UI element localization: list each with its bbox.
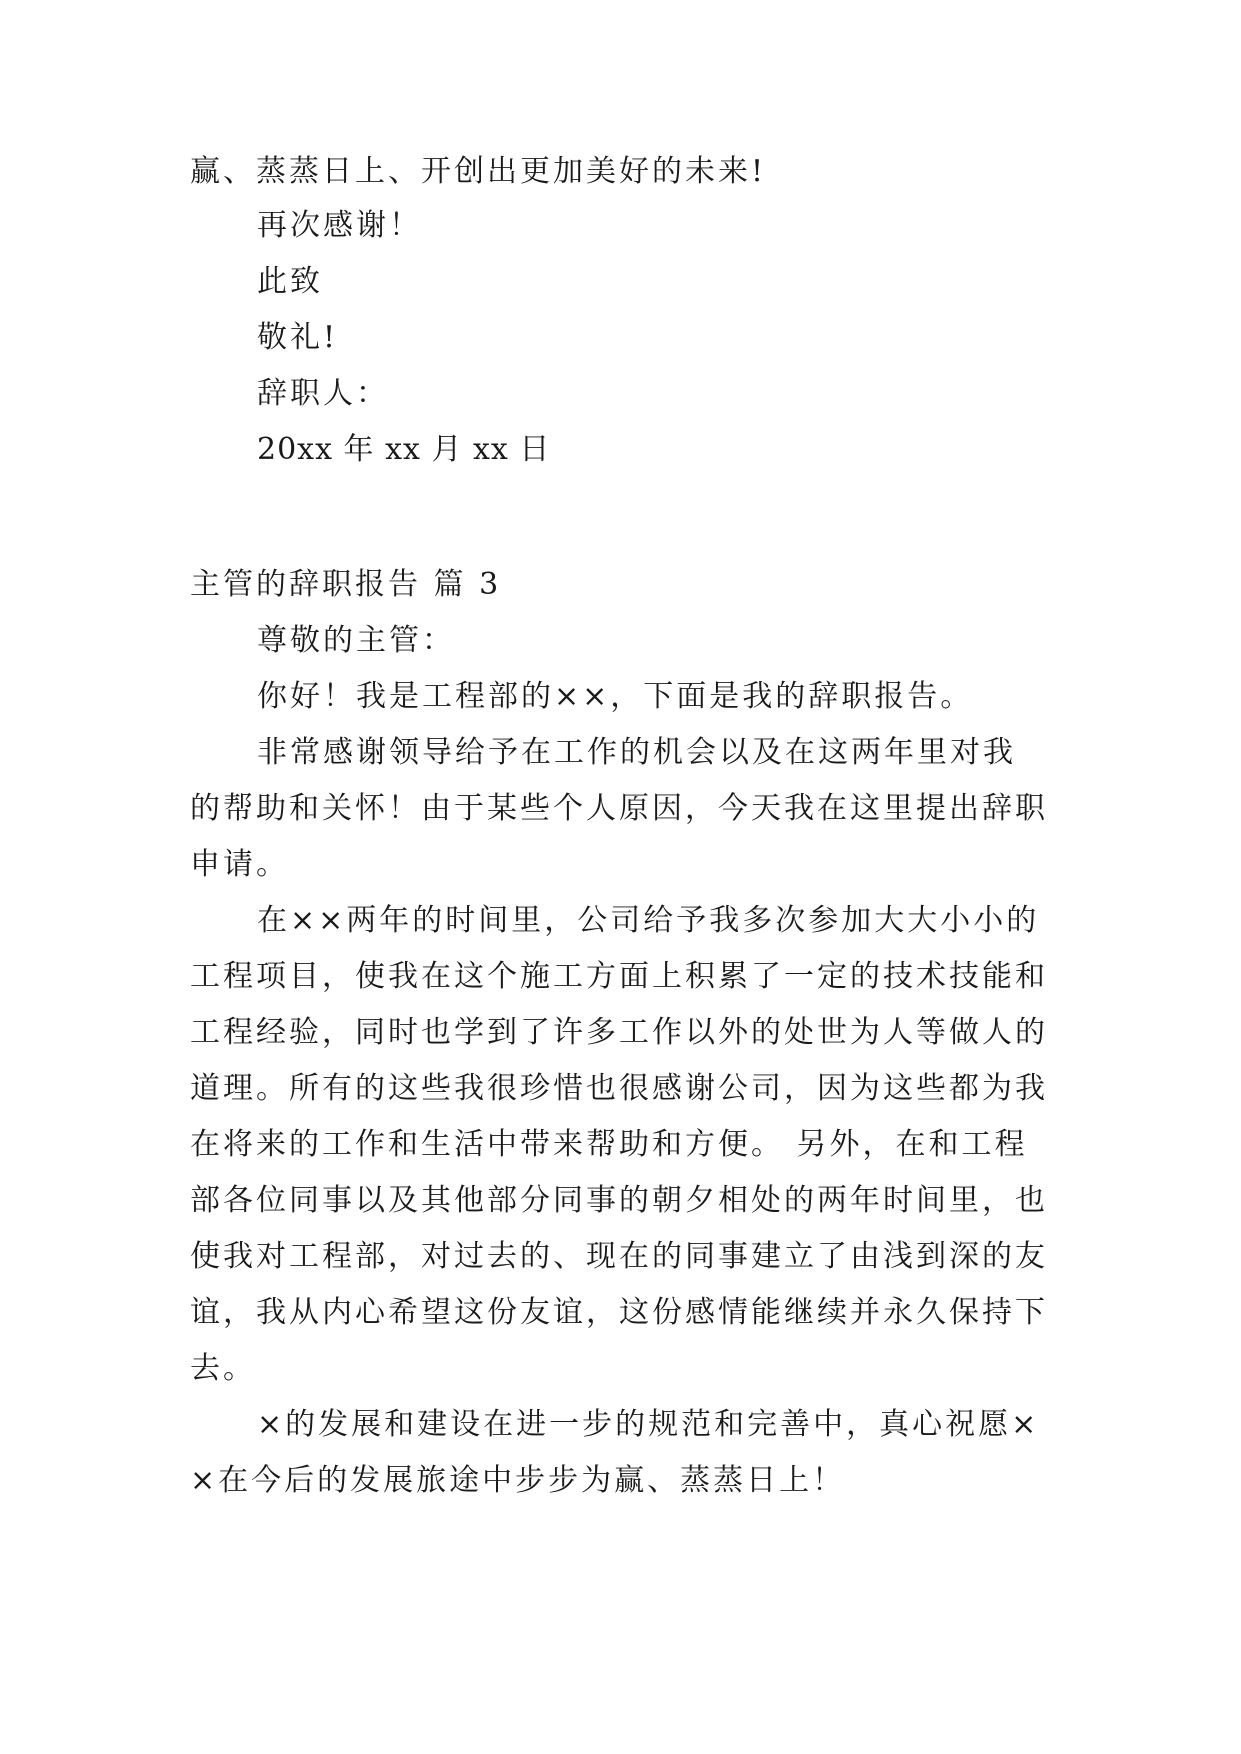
paragraph-line: 申请。 bbox=[190, 847, 289, 882]
paragraph-line: 的帮助和关怀！由于某些个人原因，今天我在这里提出辞职 bbox=[190, 791, 1048, 826]
paragraph-line: 工程项目，使我在这个施工方面上积累了一定的技术技能和 bbox=[190, 959, 1048, 994]
paragraph-line: 使我对工程部，对过去的、现在的同事建立了由浅到深的友 bbox=[190, 1239, 1048, 1274]
salutation-line-2: 敬礼! bbox=[257, 320, 339, 355]
paragraph-line: 道理。所有的这些我很珍惜也很感谢公司，因为这些都为我 bbox=[190, 1071, 1048, 1106]
salutation-line-1: 此致 bbox=[257, 264, 323, 299]
intro-line: 你好！我是工程部的××，下面是我的辞职报告。 bbox=[257, 679, 974, 714]
paragraph-line: ×在今后的发展旅途中步步为赢、蒸蒸日上！ bbox=[190, 1463, 846, 1498]
paragraph-line: 去。 bbox=[190, 1351, 256, 1386]
paragraph-line: ×的发展和建设在进一步的规范和完善中，真心祝愿× bbox=[257, 1407, 1040, 1442]
paragraph-line: 在将来的工作和生活中带来帮助和方便。 另外，在和工程 bbox=[190, 1127, 1028, 1162]
section-heading: 主管的辞职报告 篇 3 bbox=[190, 567, 502, 602]
thanks-line: 再次感谢！ bbox=[257, 208, 422, 243]
greeting-line: 尊敬的主管： bbox=[257, 623, 455, 658]
paragraph-line: 部各位同事以及其他部分同事的朝夕相处的两年时间里，也 bbox=[190, 1183, 1048, 1218]
paragraph-line: 谊，我从内心希望这份友谊，这份感情能继续并永久保持下 bbox=[190, 1295, 1048, 1330]
paragraph-line: 在××两年的时间里，公司给予我多次参加大大小小的 bbox=[257, 903, 1040, 938]
letter-continuation-line: 赢、蒸蒸日上、开创出更加美好的未来! bbox=[190, 154, 767, 189]
paragraph-line: 工程经验，同时也学到了许多工作以外的处世为人等做人的 bbox=[190, 1015, 1048, 1050]
signer-label: 辞职人： bbox=[257, 376, 389, 411]
letter-date: 20xx 年 xx 月 xx 日 bbox=[257, 432, 551, 467]
paragraph-line: 非常感谢领导给予在工作的机会以及在这两年里对我 bbox=[257, 735, 1016, 770]
